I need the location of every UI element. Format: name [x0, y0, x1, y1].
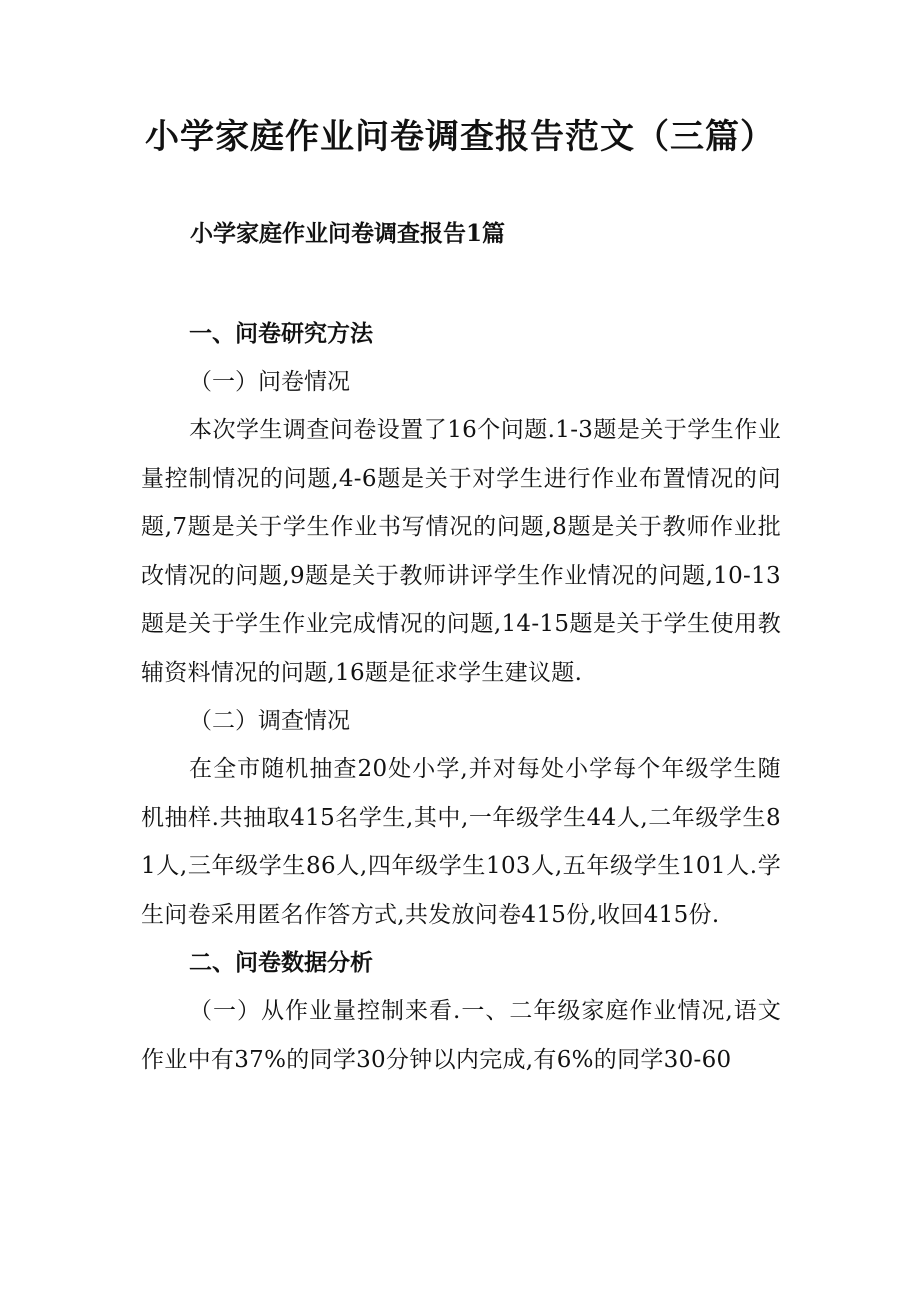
- section-heading-research-method: 一、问卷研究方法: [189, 320, 373, 347]
- document-title: 小学家庭作业问卷调查报告范文（三篇）: [145, 117, 775, 157]
- document-body: [141, 310, 781, 1084]
- subsection-heading-survey: （二）调查情况: [189, 708, 350, 734]
- section-heading-data-analysis: 二、问卷数据分析: [189, 949, 373, 976]
- paragraph-questionnaire: 本次学生调查问卷设置了16个问题.1-3题是关于学生作业量控制情况的问题,4-6题是关于对学生进行作业布置情况的问题,7题是关于学生作业书写情况的问题,8题是关于教师作业批改情况的问题,9题是关于教师讲评学生作业情况的问题,10-13题是关于学生作业完成情况的问题,14-15题是关于学生使用教辅资料情况的问题,16题是征求学生建议题.: [141, 417, 781, 686]
- paragraph-survey: 在全市随机抽查20处小学,并对每处小学每个年级学生随机抽样.共抽取415名学生,其中,一年级学生44人,二年级学生81人,三年级学生86人,四年级学生103人,五年级学生101人.学生问卷采用匿名作答方式,共发放问卷415份,收回415份.: [141, 756, 781, 928]
- paragraph-workload: （一）从作业量控制来看.一、二年级家庭作业情况,语文作业中有37%的同学30分钟以内完成,有6%的同学30-60: [141, 998, 781, 1073]
- subsection-heading-questionnaire: （一）问卷情况: [189, 369, 350, 395]
- document-subtitle: 小学家庭作业问卷调查报告1篇: [190, 220, 506, 247]
